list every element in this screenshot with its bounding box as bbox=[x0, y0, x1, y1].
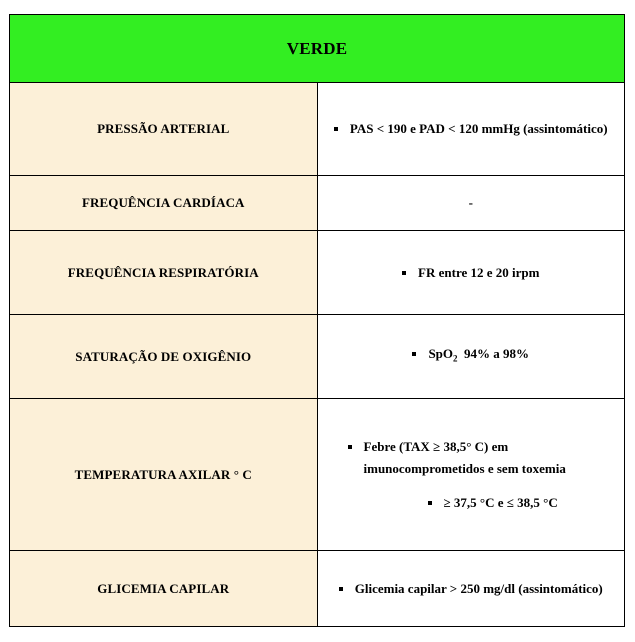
list-item: PAS < 190 e PAD < 120 mmHg (assintomático) bbox=[334, 118, 608, 140]
row-value: - bbox=[317, 176, 625, 231]
header-row bbox=[10, 15, 625, 83]
list-item bbox=[412, 343, 529, 370]
table-row bbox=[10, 399, 625, 551]
table-row bbox=[10, 83, 625, 176]
row-value bbox=[317, 551, 625, 627]
row-label: TEMPERATURA AXILAR ° C bbox=[10, 399, 318, 551]
table-row bbox=[10, 315, 625, 399]
row-value bbox=[317, 315, 625, 399]
row-label: SATURAÇÃO DE OXIGÊNIO bbox=[10, 315, 318, 399]
table-row bbox=[10, 231, 625, 315]
list-item: Febre (TAX ≥ 38,5° C) em imunocomprometidos e sem toxemia bbox=[348, 436, 605, 480]
row-value bbox=[317, 231, 625, 315]
spo-range: 94% a 98% bbox=[464, 346, 530, 362]
list-item: FR entre 12 e 20 irpm bbox=[402, 262, 539, 284]
table-row bbox=[10, 176, 625, 231]
row-label: GLICEMIA CAPILAR bbox=[10, 551, 318, 627]
category-title: VERDE bbox=[10, 15, 625, 83]
spo-subscript: 2 bbox=[453, 353, 458, 364]
triage-table bbox=[9, 14, 625, 627]
table-row bbox=[10, 551, 625, 627]
list-item: ≥ 37,5 °C e ≤ 38,5 °C bbox=[428, 492, 605, 514]
spo-prefix: SpO bbox=[428, 346, 454, 362]
row-label: FREQUÊNCIA RESPIRATÓRIA bbox=[10, 231, 318, 315]
row-value bbox=[317, 83, 625, 176]
row-value bbox=[317, 399, 625, 551]
row-label: PRESSÃO ARTERIAL bbox=[10, 83, 318, 176]
list-item: Glicemia capilar > 250 mg/dl (assintomático) bbox=[339, 578, 603, 600]
row-label: FREQUÊNCIA CARDÍACA bbox=[10, 176, 318, 231]
